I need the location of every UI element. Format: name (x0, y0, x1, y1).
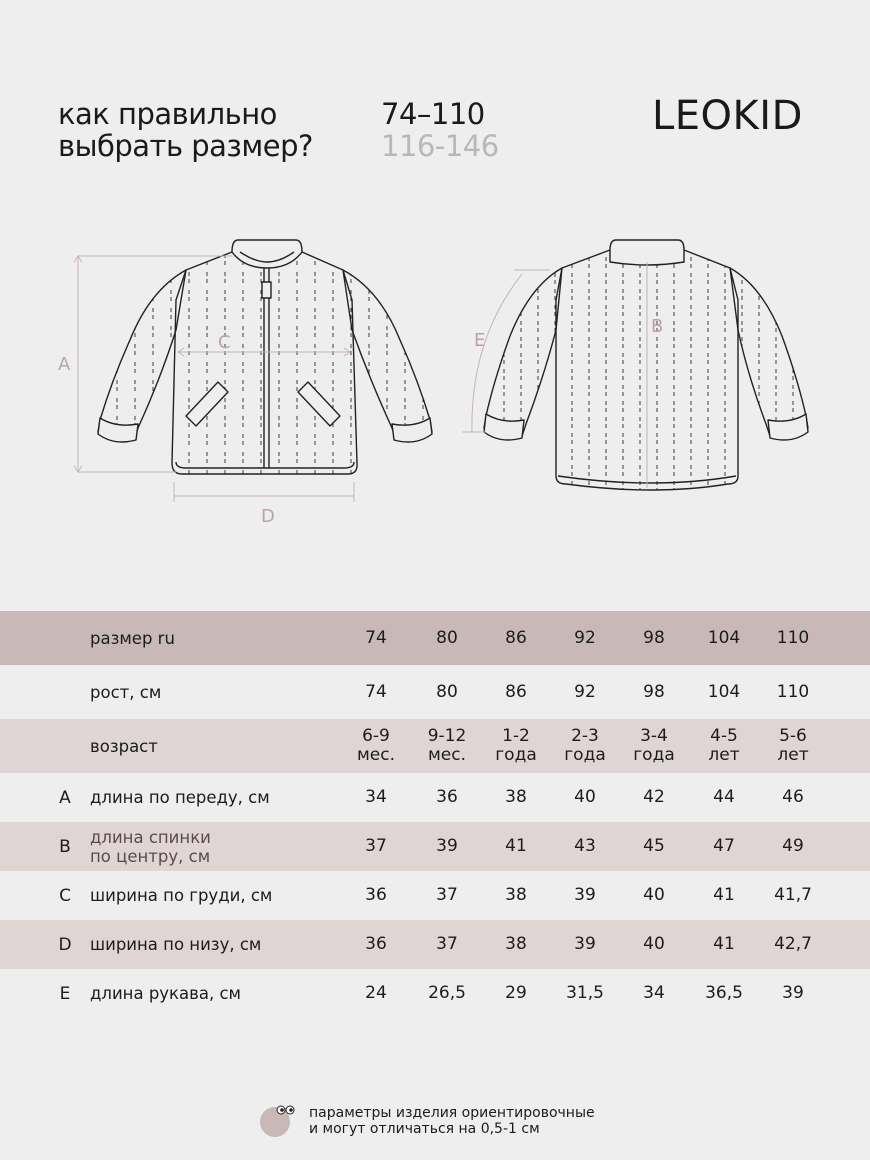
row-label: ширина по низу, см (90, 935, 262, 954)
table-cell: 80 (436, 681, 458, 702)
measure-label-c: C (218, 332, 231, 353)
row-letter: E (59, 983, 71, 1004)
row-label: размер ru (90, 628, 175, 648)
table-cell: 1-2 года (495, 726, 537, 765)
table-cell: 41 (505, 836, 527, 856)
table-cell: 45 (643, 836, 665, 856)
table-row-b (0, 822, 870, 871)
row-letter (56, 719, 74, 773)
table-cell: 41 (713, 934, 735, 954)
size-range-primary: 74–110 (381, 97, 485, 131)
table-cell: 37 (436, 885, 458, 905)
table-cell: 29 (505, 983, 527, 1003)
table-cell: 6-9 мес. (356, 726, 396, 765)
title-line-1: как правильно (58, 97, 277, 131)
table-cell: 40 (643, 934, 665, 954)
table-cell: 74 (365, 627, 387, 648)
table-cell: 37 (365, 836, 387, 856)
table-cell: 31,5 (566, 983, 604, 1003)
row-letter: C (59, 885, 71, 906)
table-cell: 26,5 (428, 983, 466, 1003)
table-row-e (0, 969, 870, 1018)
table-cell: 49 (782, 836, 804, 856)
table-cell: 110 (776, 681, 810, 702)
row-letter (56, 665, 74, 719)
table-cell: 92 (574, 627, 596, 648)
table-cell: 36,5 (705, 983, 743, 1003)
size-range-secondary: 116-146 (381, 129, 499, 163)
table-cell: 37 (436, 934, 458, 954)
table-cell: 92 (574, 681, 596, 702)
table-row-height (0, 665, 870, 719)
table-row-c (0, 871, 870, 920)
table-cell: 41,7 (774, 885, 812, 905)
table-cell: 39 (574, 934, 596, 954)
footnote-line-2: и могут отличаться на 0,5-1 см (309, 1121, 540, 1137)
table-cell: 42,7 (774, 934, 812, 954)
table-cell: 44 (713, 787, 735, 807)
footnote-line-1: параметры изделия ориентировочные (309, 1105, 595, 1121)
measure-label-a: A (58, 354, 71, 375)
title-line-2: выбрать размер? (58, 129, 313, 163)
table-cell: 86 (505, 627, 527, 648)
table-cell: 42 (643, 787, 665, 807)
row-label: возраст (90, 736, 158, 756)
row-label: длина по переду, см (90, 788, 270, 807)
table-cell: 47 (713, 836, 735, 856)
table-cell: 39 (782, 983, 804, 1003)
row-letter: A (59, 787, 71, 808)
table-cell: 4-5 лет (708, 726, 740, 765)
table-cell: 34 (643, 983, 665, 1003)
table-cell: 3-4 года (633, 726, 675, 765)
table-row-size (0, 611, 870, 665)
table-row-d (0, 920, 870, 969)
size-table (0, 611, 870, 1018)
table-cell: 43 (574, 836, 596, 856)
row-letter (56, 611, 74, 665)
table-cell: 2-3 года (564, 726, 606, 765)
table-cell: 9-12 мес. (427, 726, 467, 765)
row-letter: D (58, 934, 72, 955)
measure-label-b: B (651, 316, 664, 337)
table-cell: 39 (574, 885, 596, 905)
table-cell: 38 (505, 934, 527, 954)
table-cell: 24 (365, 983, 387, 1003)
footnote (309, 1105, 595, 1137)
row-label: длина рукава, см (90, 984, 241, 1003)
table-cell: 36 (365, 934, 387, 954)
jacket-back (484, 240, 808, 490)
table-cell: 46 (782, 787, 804, 807)
table-cell: 104 (707, 627, 741, 648)
jacket-front (98, 240, 432, 474)
table-cell: 41 (713, 885, 735, 905)
table-cell: 86 (505, 681, 527, 702)
measure-label-d: D (261, 506, 275, 527)
row-label: длина спинки по центру, см (90, 827, 211, 866)
brand-logo: LEOKID (652, 93, 803, 139)
table-cell: 98 (643, 627, 665, 648)
table-row-age (0, 719, 870, 773)
row-label: ширина по груди, см (90, 886, 273, 905)
table-cell: 74 (365, 681, 387, 702)
table-cell: 36 (436, 787, 458, 807)
table-cell: 80 (436, 627, 458, 648)
table-cell: 38 (505, 885, 527, 905)
table-cell: 104 (707, 681, 741, 702)
table-cell: 40 (643, 885, 665, 905)
table-cell: 39 (436, 836, 458, 856)
table-cell: 110 (776, 627, 810, 648)
table-row-a (0, 773, 870, 822)
row-letter: B (59, 836, 71, 857)
row-label: рост, см (90, 682, 162, 702)
mascot-icon (259, 1102, 299, 1138)
table-cell: 36 (365, 885, 387, 905)
measure-d-line (174, 482, 354, 502)
table-cell: 5-6 лет (777, 726, 809, 765)
table-cell: 98 (643, 681, 665, 702)
table-cell: 34 (365, 787, 387, 807)
table-cell: 40 (574, 787, 596, 807)
table-cell: 38 (505, 787, 527, 807)
measure-label-e: E (474, 330, 486, 351)
